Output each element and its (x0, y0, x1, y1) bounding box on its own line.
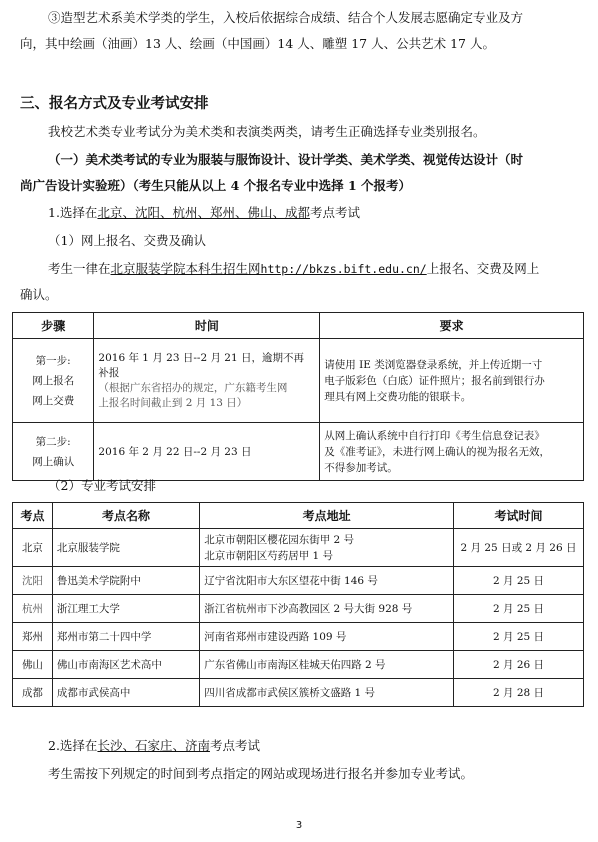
step-label: 第一步: (35, 354, 71, 367)
item-1-prefix: 1.选择在 (48, 205, 98, 220)
item-2-line (48, 734, 583, 758)
step-label: 第二步: (35, 435, 71, 448)
site-name: 浙江理工大学 (52, 595, 199, 623)
step-cell (13, 339, 94, 423)
site-city: 佛山 (13, 651, 53, 679)
table-header-cell: 考试时间 (454, 503, 584, 529)
site-date: 2 月 25 日 (454, 567, 584, 595)
table-row (13, 567, 584, 595)
item-1-line (48, 201, 583, 225)
time-text: 2016 年 1 月 23 日--2 月 21 日，逾期不再 (98, 351, 305, 364)
site-name: 郑州市第二十四中学 (52, 623, 199, 651)
admissions-site-name: 北京服装学院本科生招生网 (110, 261, 261, 276)
intro-line-1: ③造型艺术系美术学类的学生，入校后依据综合成绩、结合个人发展志愿确定专业及方 (48, 10, 524, 25)
online-para-suffix: 上报名、交费及网上 (426, 261, 540, 276)
item-2-cities: 长沙、石家庄、济南 (97, 738, 210, 753)
intro-line-2: 向，其中绘画（油画）13 人、绘画（中国画）14 人、雕塑 17 人、公共艺术 17 人。 (20, 36, 495, 51)
site-city: 杭州 (13, 595, 53, 623)
item-2-paragraph: 考生需按下列规定的时间到考点指定的网站或现场进行报名并参加专业考试。 (48, 766, 474, 781)
item-1-cities: 北京、沈阳、杭州、郑州、佛山、成都 (97, 205, 310, 220)
site-address (200, 529, 454, 567)
requirement-cell (320, 339, 584, 423)
exam-schedule-title: （2）专业考试安排 (48, 478, 156, 493)
address-line: 北京市朝阳区樱花园东街甲 2 号 (204, 533, 355, 546)
site-date: 2 月 26 日 (454, 651, 584, 679)
step-label: 网上确认 (32, 455, 75, 468)
subsection-title-line-1: （一）美术类考试的专业为服装与服饰设计、设计学类、美术学类、视觉传达设计（时 (48, 152, 524, 167)
table-header-cell: 时间 (94, 313, 320, 339)
time-cell (94, 339, 320, 423)
online-registration-para-end: 确认。 (20, 287, 58, 302)
site-name: 鲁迅美术学院附中 (52, 567, 199, 595)
time-note: 上报名时间截止到 2 月 13 日） (98, 396, 248, 409)
table-row (13, 679, 584, 707)
time-text: 补报 (98, 366, 120, 379)
item-2-suffix: 考点考试 (209, 738, 260, 753)
site-name: 佛山市南海区艺术高中 (52, 651, 199, 679)
site-address: 四川省成都市武侯区簇桥文盛路 1 号 (200, 679, 454, 707)
table-header-row (13, 313, 584, 339)
table-row (13, 623, 584, 651)
section-paragraph: 我校艺术类专业考试分为美术类和表演类两类，请考生正确选择专业类别报名。 (48, 124, 486, 139)
page-number: 3 (295, 820, 303, 831)
online-registration-para (48, 257, 583, 281)
requirement-text: 及《准考证》，未进行网上确认的视为报名无效， (324, 445, 551, 458)
time-cell (94, 423, 320, 481)
table-header-cell: 步骤 (13, 313, 94, 339)
site-city: 沈阳 (13, 567, 53, 595)
section-heading: 三、报名方式及专业考试安排 (20, 96, 209, 112)
subsection-title-line-2: 尚广告设计实验班）（考生只能从以上 4 个报名专业中选择 1 个报考） (20, 178, 412, 193)
item-1-suffix: 考点考试 (309, 205, 360, 220)
site-city: 北京 (13, 529, 53, 567)
table-row (13, 423, 584, 481)
site-address: 浙江省杭州市下沙高教园区 2 号大街 928 号 (200, 595, 454, 623)
table-header-cell: 考点名称 (52, 503, 199, 529)
site-date: 2 月 25 日 (454, 595, 584, 623)
requirement-text: 不得参加考试。 (324, 461, 398, 474)
item-2-prefix: 2.选择在 (48, 738, 98, 753)
site-date: 2 月 25 日或 2 月 26 日 (454, 529, 584, 567)
table-row (13, 529, 584, 567)
site-city: 郑州 (13, 623, 53, 651)
table-header-row (13, 503, 584, 529)
table-header-cell: 要求 (320, 313, 584, 339)
step-label: 网上交费 (32, 394, 75, 407)
time-text: 2016 年 2 月 22 日--2 月 23 日 (98, 445, 252, 458)
online-registration-title: （1）网上报名、交费及确认 (48, 233, 206, 248)
requirement-text: 电子版彩色（白底）证件照片；报名前到银行办 (324, 374, 545, 387)
table-row (13, 339, 584, 423)
step-cell (13, 423, 94, 481)
table-row (13, 595, 584, 623)
requirement-text: 从网上确认系统中自行打印《考生信息登记表》 (324, 429, 545, 442)
site-city: 成都 (13, 679, 53, 707)
registration-steps-table (12, 312, 584, 481)
table-row (13, 651, 584, 679)
requirement-cell (320, 423, 584, 481)
requirement-text: 请使用 IE 类浏览器登录系统，并上传近期一寸 (324, 358, 543, 371)
step-label: 网上报名 (32, 374, 75, 387)
site-date: 2 月 28 日 (454, 679, 584, 707)
site-address: 辽宁省沈阳市大东区望花中街 146 号 (200, 567, 454, 595)
admissions-url-link[interactable]: http://bkzs.bift.edu.cn/ (260, 262, 427, 276)
site-name: 成都市武侯高中 (52, 679, 199, 707)
table-header-cell: 考点 (13, 503, 53, 529)
online-para-prefix: 考生一律在 (48, 261, 111, 276)
site-address: 河南省郑州市建设西路 109 号 (200, 623, 454, 651)
address-line: 北京市朝阳区芍药居甲 1 号 (204, 549, 334, 562)
site-date: 2 月 25 日 (454, 623, 584, 651)
site-name: 北京服装学院 (52, 529, 199, 567)
exam-sites-table (12, 502, 584, 707)
table-header-cell: 考点地址 (200, 503, 454, 529)
requirement-text: 理具有网上交费功能的银联卡。 (324, 390, 472, 403)
site-address: 广东省佛山市南海区桂城天佑四路 2 号 (200, 651, 454, 679)
time-note: （根据广东省招办的规定，广东籍考生网 (98, 381, 288, 394)
